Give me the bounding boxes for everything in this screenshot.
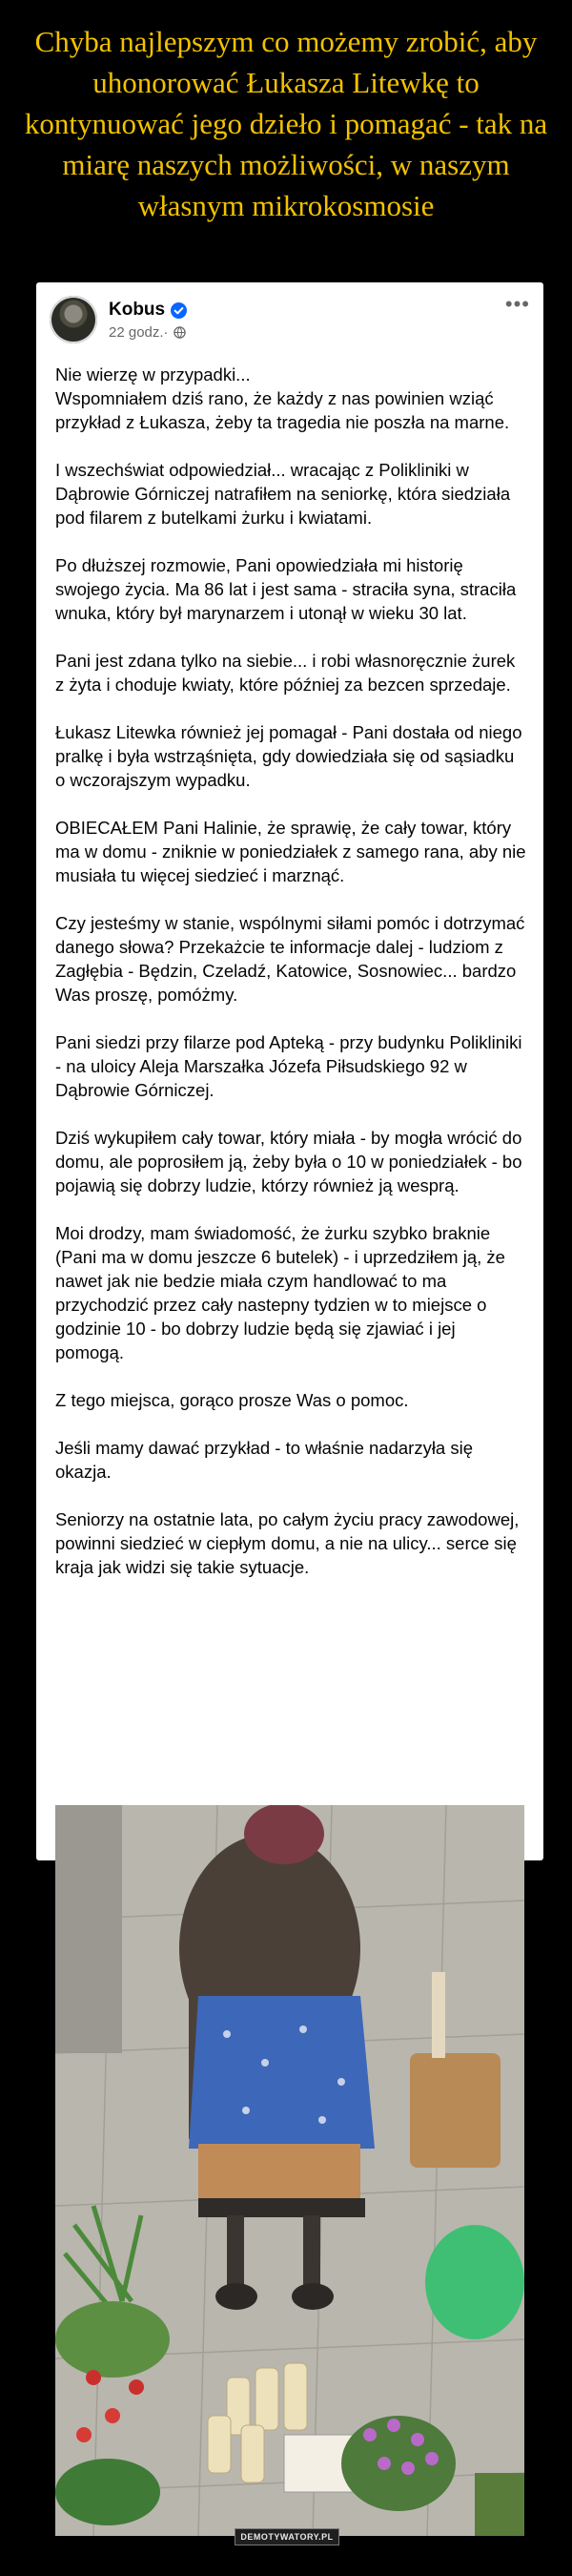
post-paragraph: Pani siedzi przy filarze pod Apteką - przy budynku Polikliniki - na uloicy Aleja Marszałka Józefa Piłsudskiego 92 w Dąbrowie Górniczej. xyxy=(55,1032,522,1100)
post-photo[interactable] xyxy=(55,1805,524,2536)
meta-separator: · xyxy=(163,324,169,341)
post-body xyxy=(55,363,526,1603)
headline: Chyba najlepszym co możemy zrobić, aby uhonorować Łukasza Litewkę to kontynuować jego dzieło i pomagać - tak na miarę naszych możliwości, w naszym własnym mikrokosmosie xyxy=(24,25,548,222)
post-paragraph: Pani jest zdana tylko na siebie... i robi własnoręcznie żurek z żyta i choduje kwiaty, które później za bezcen sprzedaje. xyxy=(55,651,516,695)
post-time[interactable]: 22 godz. xyxy=(109,324,164,341)
author-name[interactable]: Kobus xyxy=(109,300,166,320)
post-paragraph: Jeśli mamy dawać przykład - to właśnie nadarzyła się okazja. xyxy=(55,1438,474,1482)
post-paragraph: OBIECAŁEM Pani Halinie, że sprawię, że cały towar, który ma w domu - zniknie w poniedziałek z samego rana, aby nie musiała tu więcej siedzieć i marznąć. xyxy=(55,818,526,885)
post-paragraph: Dziś wykupiłem cały towar, który miała - by mogła wrócić do domu, ale poprosiłem ją, żeby była o 10 w poniedziałek - bo pojawią się dobrzy ludzie, którzy również ją wesprą. xyxy=(55,1128,522,1195)
watermark: DEMOTYWATORY.PL xyxy=(235,2528,339,2545)
post-paragraph: Czy jesteśmy w stanie, wspólnymi siłami pomóc i dotrzymać danego słowa? Przekażcie te informacje dalej - ludziom z Zagłębia - Będzin, Czeladź, Katowice, Sosnowiec... bardzo Was proszę, pomóżmy. xyxy=(55,913,525,1005)
post-paragraph: Z tego miejsca, gorąco prosze Was o pomoc. xyxy=(55,1390,409,1410)
post-paragraph: Łukasz Litewka również jej pomagał - Pani dostała od niego pralkę i była wstrząśnięta, gdy dowiedziała się od sąsiadku o wczorajszym wypadku. xyxy=(55,722,522,790)
post-meta xyxy=(109,324,186,341)
verified-badge-icon xyxy=(171,302,187,319)
author-row xyxy=(109,300,187,321)
post-paragraph: Po dłuższej rozmowie, Pani opowiedziała mi historię swojego życia. Ma 86 lat i jest sama - straciła syna, straciła wnuka, który był marynarzem i utonął w wieku 30 lat. xyxy=(55,555,517,623)
post-header xyxy=(50,292,530,345)
more-options-icon[interactable]: ••• xyxy=(504,292,530,316)
facebook-post-card xyxy=(36,282,543,1860)
post-paragraph: Nie wierzę w przypadki... Wspomniałem dziś rano, że każdy z nas powinien wziąć przykład z Łukasza, żeby ta tragedia nie poszła na marne. xyxy=(55,364,510,432)
post-paragraph: Seniorzy na ostatnie lata, po całym życiu pracy zawodowej, powinni siedzieć w ciepłym domu, a nie na ulicy... serce się kraja jak widzi się takie sytuacje. xyxy=(55,1509,520,1577)
post-paragraph: I wszechświat odpowiedział... wracając z Polikliniki w Dąbrowie Górniczej natrafiłem na seniorkę, która siedziała pod filarem z butelkami żurku i kwiatami. xyxy=(55,460,511,528)
globe-icon xyxy=(174,326,186,339)
post-paragraph: Moi drodzy, mam świadomość, że żurku szybko braknie (Pani ma w domu jeszcze 6 butelek) - i uprzedziłem ją, że nawet jak nie bedzie miała czym handlować to ma przychodzić przez cały nastepny tydzien w to miejsce o godzinie 10 - bo dobrzy ludzie będą się zjawiać i jej pomogą. xyxy=(55,1223,505,1362)
avatar[interactable] xyxy=(50,296,97,343)
